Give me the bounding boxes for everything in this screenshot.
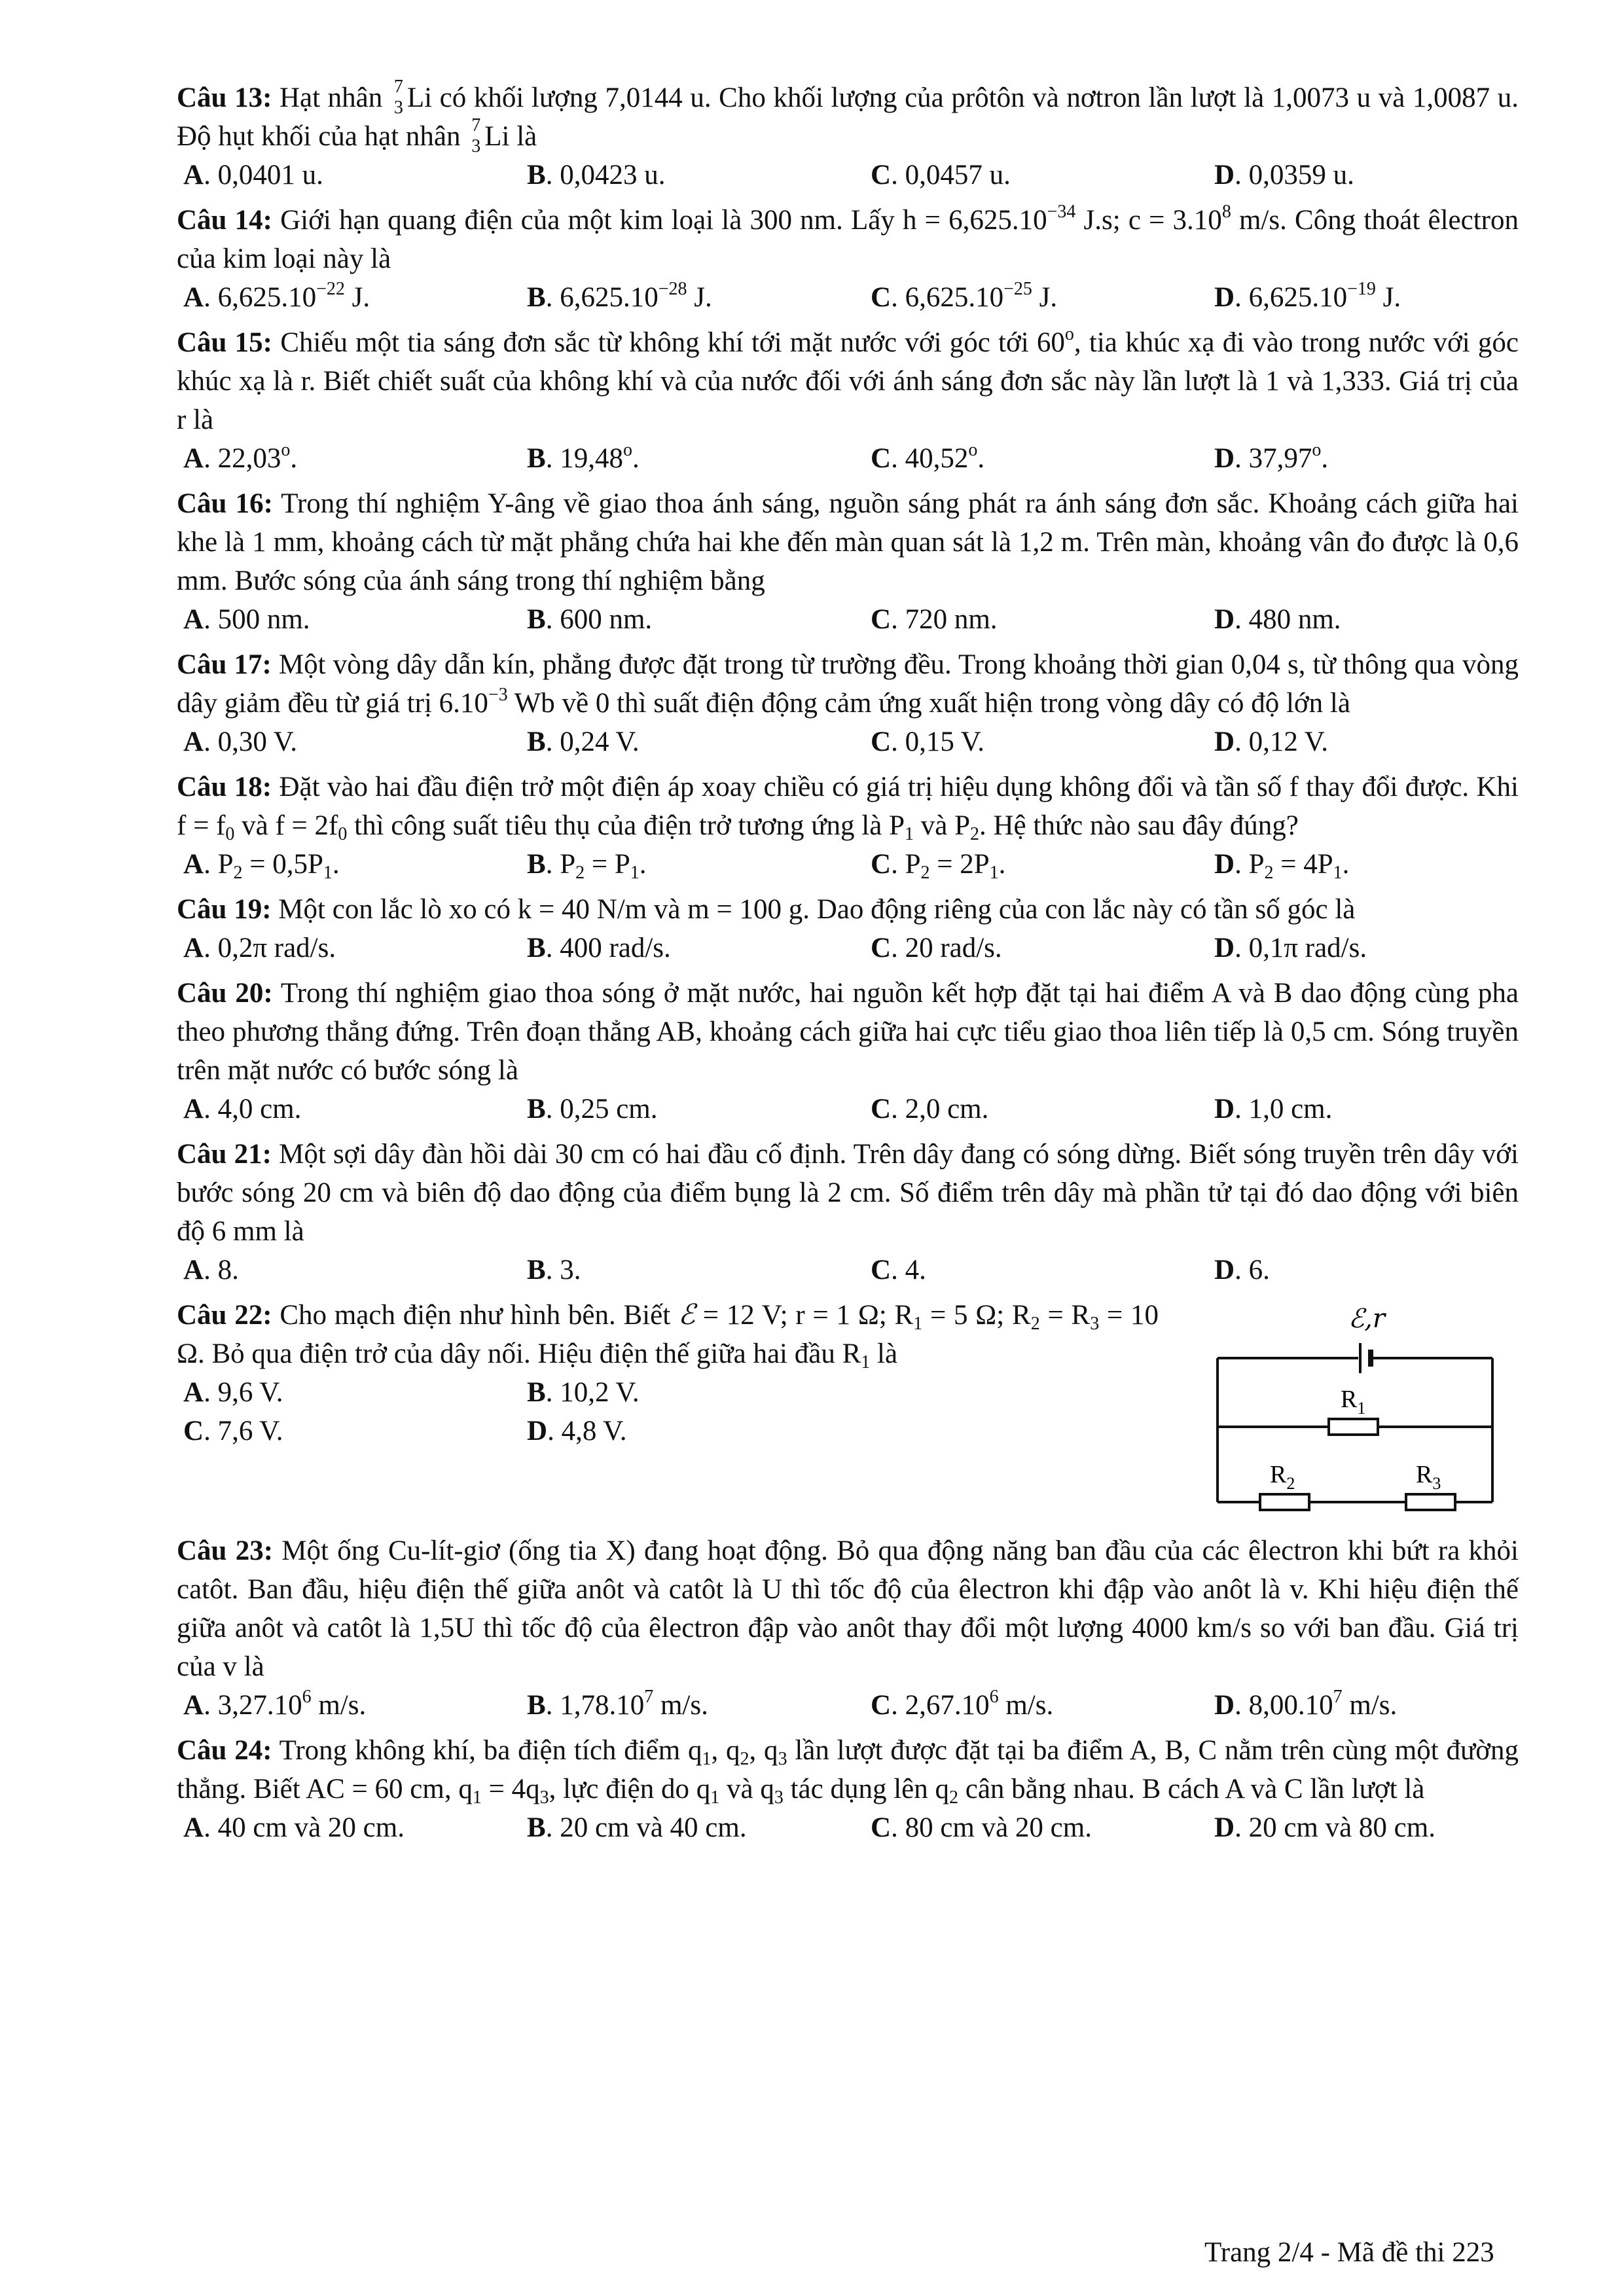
question-text: Hạt nhân (272, 82, 390, 113)
question-21 (177, 1135, 1519, 1251)
option-c[interactable]: C. 7,6 V. (183, 1416, 283, 1446)
page-footer: Trang 2/4 - Mã đề thi 223 (1204, 2237, 1494, 2268)
option-end: . (639, 849, 647, 880)
subscript: 1 (989, 863, 999, 883)
option-letter: A (183, 1690, 204, 1721)
source-label: ℰ,r (1348, 1304, 1386, 1334)
r3-subscript: 3 (1432, 1474, 1441, 1493)
option-letter: A (183, 282, 204, 313)
option-letter: B (527, 1094, 546, 1124)
question-18 (177, 768, 1519, 845)
option-text: B. 6,625.10 (527, 282, 659, 313)
question-text: và q (719, 1774, 774, 1804)
subscript: 1 (913, 1314, 923, 1334)
subscript: 2 (740, 1749, 749, 1769)
question-number: Câu 16: (177, 488, 273, 519)
answer-options (177, 723, 1519, 761)
option-unit: J. (687, 282, 712, 313)
option-d[interactable] (1214, 278, 1525, 317)
question-text: J.s; c = 3.10 (1075, 205, 1222, 236)
question-text: . Hệ thức nào sau đây đúng? (979, 810, 1299, 841)
option-b[interactable]: B. 20 cm và 40 cm. (527, 1812, 747, 1843)
option-letter: C (871, 604, 892, 635)
answer-options (177, 439, 1519, 478)
option-a[interactable]: A. 8. (183, 1255, 239, 1285)
option-letter: C (871, 443, 892, 474)
subscript: 0 (338, 824, 348, 844)
option-a[interactable]: A. 9,6 V. (183, 1377, 283, 1408)
question-text: lần lượt được đặt tại ba điểm A, B, C nằm trên cùng một đường thẳng. Biết AC = 60 cm, q (177, 1735, 1519, 1804)
atomic-number: 3 (471, 136, 481, 156)
option-b[interactable] (527, 1686, 871, 1725)
question-text: Giới hạn quang điện của một kim loại là 300 nm. Lấy h = 6,625.10 (272, 205, 1047, 236)
option-letter: C (871, 160, 892, 190)
option-b[interactable]: B. 400 rad/s. (527, 933, 671, 963)
subscript: 2 (233, 863, 243, 883)
exam-page (177, 79, 1519, 1847)
question-number: Câu 15: (177, 327, 273, 358)
r2-subscript: 2 (1286, 1474, 1295, 1493)
option-letter: A (183, 1094, 204, 1124)
option-text: = 2P (929, 849, 990, 880)
option-c[interactable] (871, 278, 1214, 317)
option-letter: C (871, 1255, 892, 1285)
question-22 (177, 1296, 1519, 1525)
option-letter: D (1214, 1690, 1235, 1721)
option-end: . (1342, 849, 1350, 880)
option-d[interactable]: D. 0,0359 u. (1214, 160, 1354, 190)
question-number: Câu 19: (177, 894, 272, 925)
question-20 (177, 974, 1519, 1090)
question-text: Chiếu một tia sáng đơn sắc từ không khí tới mặt nước với góc tới 60 (272, 327, 1065, 358)
question-text: Cho mạch điện như hình bên. Biết (272, 1300, 678, 1331)
element-symbol: Li (484, 121, 510, 152)
mass-number: 7 (471, 115, 481, 135)
option-b[interactable]: B. 600 nm. (527, 604, 653, 635)
option-text: = P (585, 849, 630, 880)
option-text: C. P (871, 849, 921, 880)
option-letter: D (1214, 933, 1235, 963)
option-a[interactable]: A. 500 nm. (183, 604, 310, 635)
option-letter: D (1214, 160, 1235, 190)
question-text: Một vòng dây dẫn kín, phẳng được đặt trong từ trường đều. Trong khoảng thời gian 0,04 s, từ thông qua vòng dây giảm đều từ giá trị 6.10 (177, 649, 1519, 719)
subscript: 3 (539, 1787, 549, 1808)
option-d[interactable]: D. 1,0 cm. (1214, 1094, 1333, 1124)
option-end: . (332, 849, 340, 880)
question-text: , q (711, 1735, 740, 1766)
option-unit: J. (1375, 282, 1401, 313)
r1-letter: R (1341, 1386, 1358, 1413)
option-end: . (1321, 443, 1329, 474)
option-text: = 4P (1273, 849, 1333, 880)
option-unit: J. (1032, 282, 1058, 313)
question-text: tác dụng lên q (783, 1774, 949, 1804)
question-text: = 10 Ω. Bỏ qua điện trở của dây nối. Hiệu điện thế giữa hai đầu R (177, 1300, 1159, 1369)
question-text: Trong không khí, ba điện tích điểm q (272, 1735, 702, 1766)
option-c[interactable]: C. 720 nm. (871, 604, 998, 635)
option-letter: B (527, 1690, 546, 1721)
resistor-r1 (1329, 1419, 1378, 1435)
option-b[interactable]: B. 3. (527, 1255, 581, 1285)
subscript: 2 (575, 863, 585, 883)
resistor-r2 (1260, 1494, 1309, 1510)
option-a[interactable]: A. 40 cm và 20 cm. (183, 1812, 405, 1843)
question-number: Câu 21: (177, 1139, 272, 1170)
option-d[interactable] (1214, 1686, 1525, 1725)
option-unit: J. (344, 282, 370, 313)
answer-options (177, 1251, 1519, 1289)
subscript: 1 (630, 863, 640, 883)
subscript: 2 (970, 824, 979, 844)
option-b[interactable] (527, 439, 871, 478)
question-number: Câu 18: (177, 772, 272, 802)
option-d[interactable]: D. 480 nm. (1214, 604, 1341, 635)
nuclide-notation (390, 77, 407, 118)
exponent: −3 (488, 685, 508, 705)
subscript: 0 (225, 824, 235, 844)
option-c[interactable] (871, 845, 1214, 884)
option-c[interactable]: C. 0,15 V. (871, 726, 985, 757)
option-a[interactable]: A. 0,0401 u. (183, 160, 323, 190)
exponent: 7 (1333, 1687, 1343, 1707)
question-text: , q (749, 1735, 778, 1766)
question-text: , tia khúc xạ đi vào trong nước với góc khúc xạ là r. Biết chiết suất của không khí và của nước đối với ánh sáng đơn sắc này lần lượt là 1 và 1,333. Giá trị của r là (177, 327, 1519, 435)
option-letter: A (183, 160, 204, 190)
exponent: −25 (1003, 279, 1032, 299)
exponent: 6 (989, 1687, 999, 1707)
option-letter: C (871, 933, 892, 963)
option-b[interactable] (527, 845, 871, 884)
exponent: −34 (1047, 202, 1076, 222)
option-letter: B (527, 933, 546, 963)
option-text: D. P (1214, 849, 1265, 880)
question-15 (177, 323, 1519, 439)
question-text: thì công suất tiêu thụ của điện trở tương ứng là P (347, 810, 905, 841)
option-b[interactable]: B. 10,2 V. (527, 1377, 640, 1408)
question-13 (177, 79, 1519, 156)
degree-sign: o (1312, 440, 1322, 460)
option-letter: B (527, 849, 546, 880)
option-end: . (290, 443, 298, 474)
option-letter: C (871, 849, 892, 880)
answer-options (177, 1808, 1519, 1847)
question-text: Một ống Cu-lít-giơ (ống tia X) đang hoạt động. Bỏ qua động năng ban đầu của các êlectron khi bứt ra khỏi catôt. Ban đầu, hiệu điện thế giữa anôt và catôt là U thì tốc độ của êlectron khi đập vào anôt là v. Khi hiệu điện thế giữa anôt và catôt là 1,5U thì tốc độ của êlectron đập vào anôt thay đổi một lượng 4000 km/s so với ban đầu. Giá trị của v là (177, 1535, 1519, 1682)
question-text: là (870, 1338, 898, 1369)
question-text: = 5 Ω; R (922, 1300, 1031, 1331)
question-text: Một con lắc lò xo có k = 40 N/m và m = 100 g. Dao động riêng của con lắc này có tần số góc là (271, 894, 1356, 925)
answer-options (177, 845, 1519, 884)
option-letter: D (1214, 1094, 1235, 1124)
subscript: 1 (861, 1352, 871, 1372)
r1-label (1341, 1386, 1365, 1418)
option-b[interactable] (527, 278, 871, 317)
option-letter: B (527, 1812, 546, 1843)
option-text: B. 1,78.10 (527, 1690, 645, 1721)
option-letter: C (871, 726, 892, 757)
option-c[interactable] (871, 439, 1214, 478)
option-a[interactable] (183, 439, 527, 478)
option-letter: B (527, 726, 546, 757)
answer-options (177, 278, 1519, 317)
option-text: D. 8,00.10 (1214, 1690, 1333, 1721)
r2-letter: R (1270, 1461, 1287, 1488)
option-c[interactable]: C. 80 cm và 20 cm. (871, 1812, 1092, 1843)
option-c[interactable] (871, 1686, 1214, 1725)
r2-label (1270, 1461, 1295, 1493)
subscript: 1 (323, 863, 333, 883)
r1-subscript: 1 (1357, 1399, 1366, 1418)
option-text: D. 37,97 (1214, 443, 1312, 474)
answer-options (177, 156, 1519, 194)
option-a[interactable]: A. 0,2π rad/s. (183, 933, 336, 963)
option-unit: m/s. (311, 1690, 367, 1721)
option-letter: D (527, 1416, 548, 1446)
option-letter: D (1214, 726, 1235, 757)
subscript: 1 (472, 1787, 482, 1808)
option-letter: D (1214, 1812, 1235, 1843)
option-letter: D (1214, 443, 1235, 474)
option-letter: C (871, 1690, 892, 1721)
option-d[interactable]: D. 20 cm và 80 cm. (1214, 1812, 1435, 1843)
option-d[interactable]: D. 6. (1214, 1255, 1270, 1285)
question-14 (177, 201, 1519, 278)
subscript: 2 (1030, 1314, 1040, 1334)
question-number: Câu 20: (177, 978, 273, 1009)
option-b[interactable]: B. 0,0423 u. (527, 160, 666, 190)
option-letter: B (527, 443, 546, 474)
option-letter: B (527, 160, 546, 190)
question-text: và P (914, 810, 970, 841)
option-text: B. P (527, 849, 576, 880)
option-d[interactable] (1214, 845, 1525, 884)
question-number: Câu 22: (177, 1300, 272, 1331)
question-text: = R (1039, 1300, 1091, 1331)
option-letter: A (183, 849, 204, 880)
question-text: là (509, 121, 537, 152)
option-letter: D (1214, 282, 1235, 313)
question-text: Trong thí nghiệm Y-âng về giao thoa ánh sáng, nguồn sáng phát ra ánh sáng đơn sắc. Khoảng cách giữa hai khe là 1 mm, khoảng cách từ mặt phẳng chứa hai khe đến màn quan sát là 1,2 m. Trên màn, khoảng vân đo được là 0,6 mm. Bước sóng của ánh sáng trong thí nghiệm bằng (177, 488, 1519, 596)
question-16 (177, 484, 1519, 600)
question-text: và f = 2f (234, 810, 338, 841)
subscript: 2 (1264, 863, 1274, 883)
option-text: C. 40,52 (871, 443, 969, 474)
option-d[interactable]: D. 0,1π rad/s. (1214, 933, 1367, 963)
subscript: 1 (1333, 863, 1343, 883)
exponent: 7 (644, 1687, 654, 1707)
question-text: Đặt vào hai đầu điện trở một điện áp xoay chiều có giá trị hiệu dụng không đổi và tần số f thay đổi được. Khi f = f (177, 772, 1519, 841)
option-end: . (632, 443, 640, 474)
option-b[interactable]: B. 0,25 cm. (527, 1094, 658, 1124)
option-a[interactable]: A. 4,0 cm. (183, 1094, 302, 1124)
question-text: = 4q (481, 1774, 540, 1804)
option-text: = 0,5P (242, 849, 323, 880)
option-letter: A (183, 1255, 204, 1285)
degree-sign: o (623, 440, 632, 460)
question-text: Một sợi dây đàn hồi dài 30 cm có hai đầu cố định. Trên dây đang có sóng dừng. Biết sóng truyền trên dây với bước sóng 20 cm và biên độ dao động của điểm bụng là 2 cm. Số điểm trên dây mà phần tử tại đó dao động với biên độ 6 mm là (177, 1139, 1519, 1247)
subscript: 1 (710, 1787, 720, 1808)
question-24 (177, 1731, 1519, 1808)
answer-options (177, 1090, 1519, 1128)
question-text: có khối lượng 7,0144 u. Cho khối lượng của prôtôn và nơtron lần lượt là 1,0073 u và 1,0087 u. Độ hụt khối của hạt nhân (177, 82, 1519, 152)
question-number: Câu 24: (177, 1735, 272, 1766)
option-unit: m/s. (1342, 1690, 1398, 1721)
degree-sign: o (281, 440, 291, 460)
option-c[interactable]: C. 20 rad/s. (871, 933, 1002, 963)
exponent: 8 (1221, 202, 1231, 222)
option-text: A. 22,03 (183, 443, 281, 474)
question-text: Wb về 0 thì suất điện động cảm ứng xuất hiện trong vòng dây có độ lớn là (507, 688, 1350, 719)
option-letter: A (183, 443, 204, 474)
atomic-number: 3 (393, 98, 403, 118)
mass-number: 7 (393, 77, 403, 97)
option-letter: B (527, 1255, 546, 1285)
option-d[interactable]: D. 4,8 V. (527, 1416, 627, 1446)
option-letter: A (183, 1377, 204, 1408)
subscript: 3 (774, 1787, 784, 1808)
answer-options (177, 1686, 1519, 1725)
option-text: A. 6,625.10 (183, 282, 317, 313)
option-letter: A (183, 726, 204, 757)
exponent: −19 (1347, 279, 1376, 299)
option-letter: C (871, 282, 892, 313)
element-symbol: Li (406, 82, 433, 113)
question-number: Câu 23: (177, 1535, 274, 1566)
option-unit: m/s. (653, 1690, 708, 1721)
option-letter: B (527, 282, 546, 313)
circuit-diagram (1198, 1302, 1512, 1518)
subscript: 1 (702, 1749, 712, 1769)
option-letter: C (871, 1812, 892, 1843)
option-c[interactable]: C. 0,0457 u. (871, 160, 1011, 190)
option-letter: D (1214, 604, 1235, 635)
question-number: Câu 13: (177, 82, 272, 113)
option-letter: C (871, 1094, 892, 1124)
option-letter: B (527, 604, 546, 635)
degree-sign: o (968, 440, 978, 460)
subscript: 3 (778, 1749, 787, 1769)
exponent: −22 (316, 279, 345, 299)
emf-symbol: ℰ (677, 1299, 695, 1331)
option-text: A. 3,27.10 (183, 1690, 302, 1721)
option-c[interactable]: C. 2,0 cm. (871, 1094, 989, 1124)
option-a[interactable] (183, 845, 527, 884)
question-text: Trong thí nghiệm giao thoa sóng ở mặt nước, hai nguồn kết hợp đặt tại hai điểm A và B dao động cùng pha theo phương thẳng đứng. Trên đoạn thẳng AB, khoảng cách giữa hai cực tiểu giao thoa liên tiếp là 0,5 cm. Sóng truyền trên mặt nước có bước sóng là (177, 978, 1519, 1086)
question-22-text (177, 1296, 1159, 1373)
option-text: D. 6,625.10 (1214, 282, 1348, 313)
option-end: . (998, 849, 1006, 880)
question-number: Câu 14: (177, 205, 272, 236)
option-end: . (977, 443, 985, 474)
question-text: = 12 V; r = 1 Ω; R (695, 1300, 914, 1331)
exponent: −28 (658, 279, 687, 299)
option-d[interactable]: D. 0,12 V. (1214, 726, 1329, 757)
subscript: 1 (905, 824, 914, 844)
option-letter: C (183, 1416, 204, 1446)
option-letter: A (183, 1812, 204, 1843)
question-text: cân bằng nhau. B cách A và C lần lượt là (958, 1774, 1425, 1804)
option-letter: A (183, 933, 204, 963)
r3-label (1416, 1461, 1441, 1493)
option-a[interactable]: A. 0,30 V. (183, 726, 298, 757)
subscript: 2 (920, 863, 930, 883)
exponent: 6 (302, 1687, 312, 1707)
option-text: A. P (183, 849, 234, 880)
option-text: C. 6,625.10 (871, 282, 1004, 313)
degree-sign: o (1064, 324, 1074, 344)
question-text: m/s. Công thoát êlectron của kim loại này là (177, 205, 1519, 274)
option-unit: m/s. (998, 1690, 1054, 1721)
resistor-r3 (1406, 1494, 1455, 1510)
option-letter: A (183, 604, 204, 635)
option-text: C. 2,67.10 (871, 1690, 990, 1721)
question-number: Câu 17: (177, 649, 272, 680)
nuclide-notation (467, 115, 484, 156)
answer-options (177, 929, 1519, 967)
option-letter: D (1214, 1255, 1235, 1285)
option-letter: B (527, 1377, 546, 1408)
subscript: 2 (948, 1787, 958, 1808)
option-d[interactable] (1214, 439, 1525, 478)
answer-options (177, 600, 1519, 639)
option-b[interactable]: B. 0,24 V. (527, 726, 640, 757)
question-17 (177, 645, 1519, 723)
option-c[interactable]: C. 4. (871, 1255, 926, 1285)
question-text: , lực điện do q (549, 1774, 711, 1804)
option-text: B. 19,48 (527, 443, 623, 474)
option-letter: D (1214, 849, 1235, 880)
option-a[interactable] (183, 1686, 527, 1725)
question-23 (177, 1532, 1519, 1686)
question-19 (177, 890, 1519, 929)
option-a[interactable] (183, 278, 527, 317)
r3-letter: R (1416, 1461, 1433, 1488)
subscript: 3 (1090, 1314, 1100, 1334)
